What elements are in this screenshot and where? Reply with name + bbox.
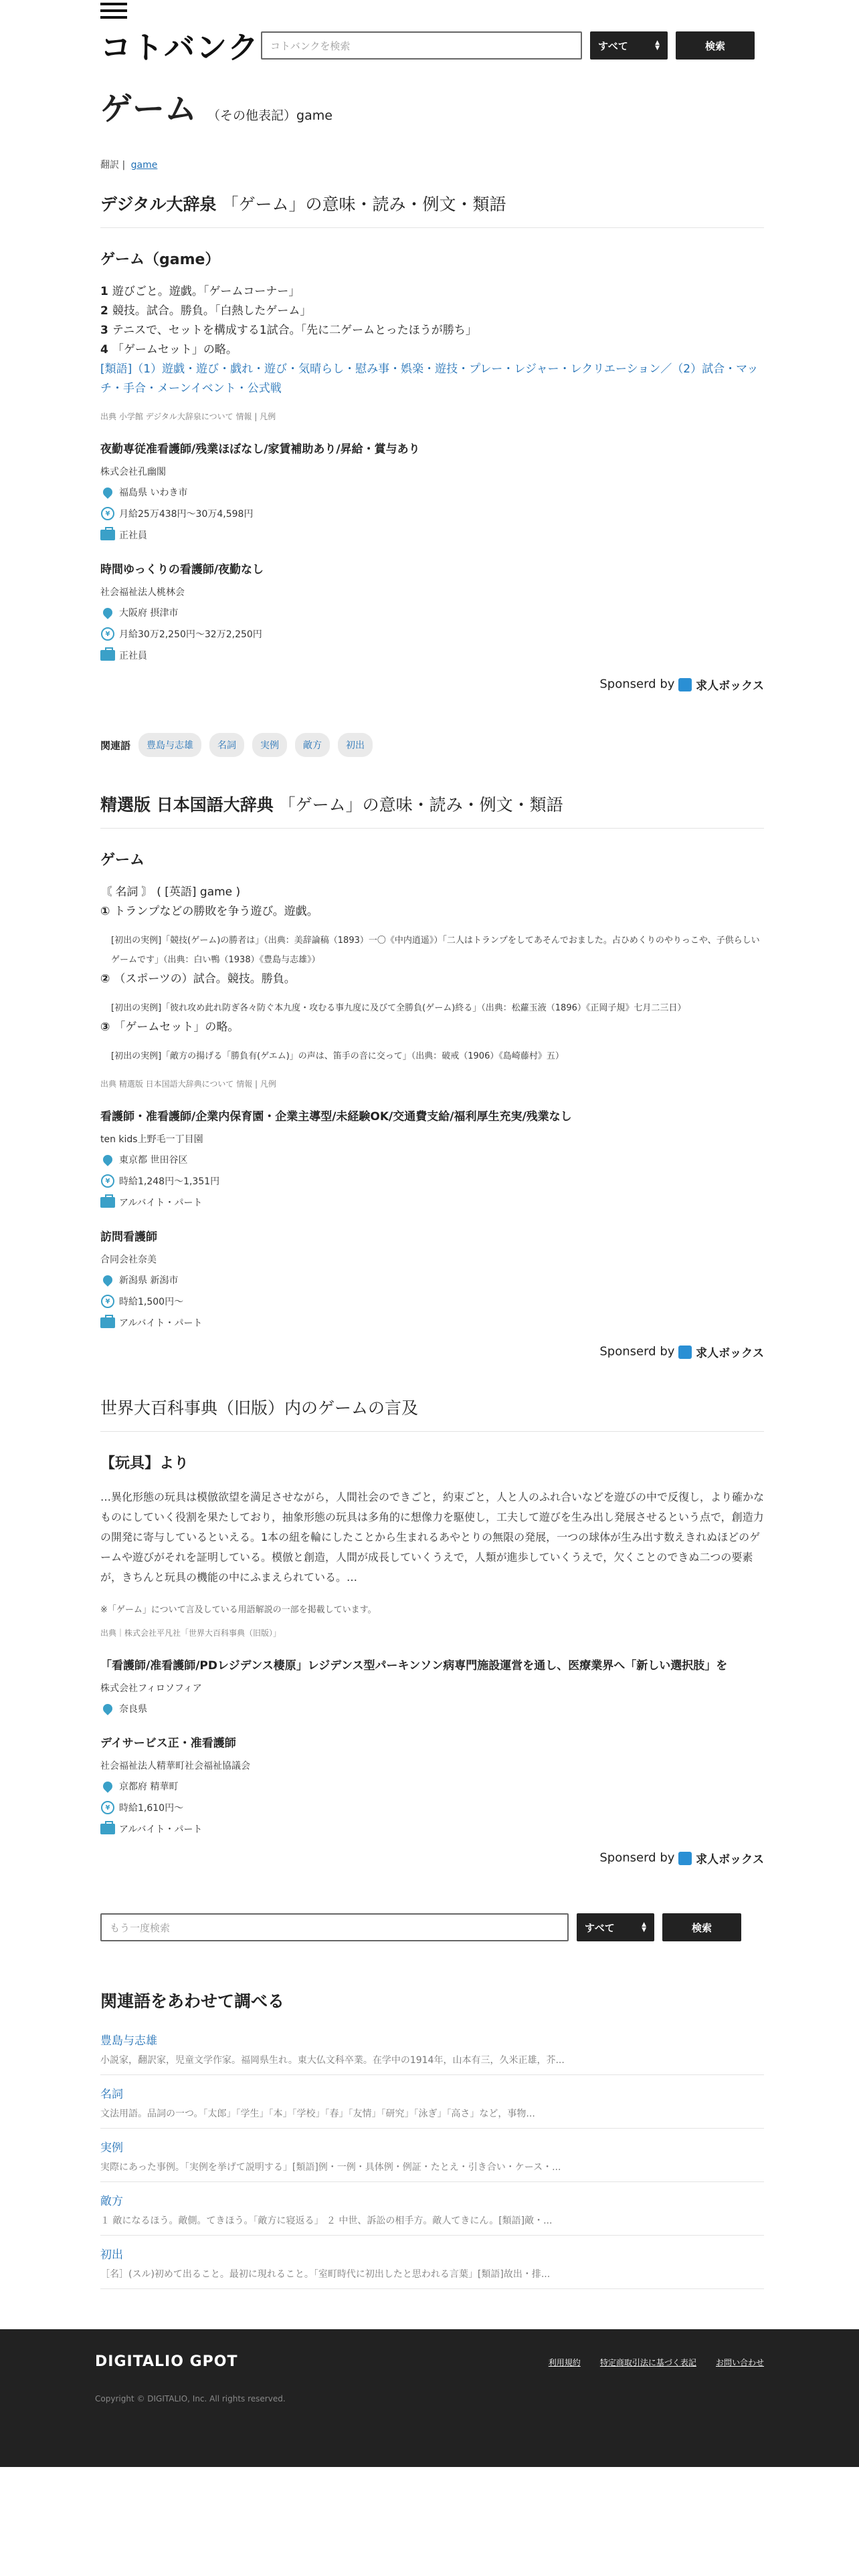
nikkoku-title	[100, 792, 764, 829]
select-arrows-icon: ▲ ▼	[642, 1921, 646, 1933]
job-title[interactable]: 看護師・准看護師/企業内保育園・企業主導型/未経験OK/交通費支給/福利厚生充実/残業なし	[100, 1110, 572, 1123]
job-place: 京都府 精華町	[119, 1782, 179, 1792]
job-type: アルバイト・パート	[119, 1824, 203, 1835]
sponsor-brand: 求人ボックス	[696, 1347, 764, 1360]
related-words	[100, 733, 764, 757]
job-type: アルバイト・パート	[119, 1198, 203, 1208]
location-pin-icon	[100, 1701, 115, 1716]
source-note: 出典｜株式会社平凡社「世界大百科事典（旧版）」	[100, 1628, 282, 1638]
location-pin-icon	[100, 1273, 115, 1287]
job-card[interactable]	[100, 1657, 764, 1716]
list-item[interactable]	[100, 2075, 764, 2129]
headword: ゲーム	[100, 90, 197, 128]
job-company: 合同会社奈美	[100, 1255, 157, 1265]
def-number: 1	[100, 285, 108, 298]
related-tag[interactable]: 名詞	[209, 733, 244, 757]
yen-coin-icon: ¥	[100, 1800, 115, 1815]
definition-item	[100, 321, 764, 340]
job-place: 大阪府 摂津市	[119, 608, 179, 619]
list-item[interactable]	[100, 2236, 764, 2289]
related-desc: 文法用語。品詞の一つ。「太郎」「学生」「本」「学校」「春」「友情」「研究」「泳ぎ」「高さ」など，事物...	[100, 2109, 535, 2119]
kyujinbox-logo-icon	[678, 1852, 692, 1865]
related-term[interactable]: 敵方	[100, 2195, 123, 2208]
kyujinbox-logo-icon	[678, 678, 692, 691]
job-company: ten kids上野毛一丁目園	[100, 1134, 203, 1145]
example-quote: [初出の実例]「競技(ゲーム)の勝者は」（出典：美辞論稿（1893）一〇《中内逍遥》）「二人はトランプをしてあそんでおました。占ひめくりのやりっこや、子供らしいゲームです」（出典：白い鴨（1938）《豊島与志雄》）	[111, 936, 760, 965]
location-pin-icon	[100, 1779, 115, 1794]
briefcase-icon	[100, 1822, 115, 1836]
location-pin-icon	[100, 485, 115, 500]
job-place: 福島県 いわき市	[119, 488, 188, 498]
def-text: テニスで、セットを構成する1試合。「先に二ゲームとったほうが勝ち」	[112, 324, 477, 337]
definition-item	[100, 282, 764, 302]
footer-links	[533, 2355, 764, 2368]
search-input-bottom[interactable]: もう一度検索	[100, 1913, 569, 1941]
def-number: 3	[100, 324, 108, 337]
related-desc: １ 敵になるほう。敵側。てきほう。「敵方に寝返る」 ２ 中世、訴訟の相手方。敵人てきにん。[類語]敵・...	[100, 2216, 553, 2226]
job-card[interactable]	[100, 561, 764, 663]
job-type: アルバイト・パート	[119, 1318, 203, 1329]
sponsor-label: Sponserd by	[599, 1850, 675, 1865]
def-number: ③	[100, 1021, 110, 1034]
bottom-search	[100, 1913, 764, 1941]
job-company: 株式会社フィロソフィア	[100, 1683, 202, 1694]
dict-title-rest: 「ゲーム」の意味・読み・例文・類語	[221, 195, 506, 214]
source-note: 出典 精選版 日本国語大辞典について 情報 | 凡例	[100, 1079, 276, 1089]
search-input[interactable]: コトバンクを検索	[261, 31, 582, 60]
definition-list	[100, 282, 764, 399]
job-list	[100, 441, 764, 663]
def-text: 競技。試合。勝負。「白熱したゲーム」	[112, 304, 312, 318]
copyright: Copyright © DIGITALIO, Inc. All rights reserved.	[95, 2394, 286, 2403]
definition-list	[100, 883, 764, 1066]
related-search-title: 関連語をあわせて調べる	[100, 1992, 285, 2011]
entry-heading: ゲーム	[100, 852, 145, 869]
definition-item	[100, 302, 764, 321]
menu-icon[interactable]	[100, 0, 764, 27]
job-card[interactable]	[100, 1228, 764, 1330]
job-title[interactable]: 夜勤専従准看護師/残業ほぼなし/家賃補助あり/昇給・賞与あり	[100, 443, 420, 456]
dict-title-rest: 「ゲーム」の意味・読み・例文・類語	[278, 795, 563, 815]
sponsor-label: Sponserd by	[599, 1344, 675, 1359]
page-title	[100, 64, 764, 148]
source-note: 出典 小学館 デジタル大辞泉について 情報 | 凡例	[100, 412, 276, 421]
job-list	[100, 1108, 764, 1330]
search-button[interactable]: 検索	[676, 31, 755, 60]
job-pay: 時給1,610円〜	[119, 1803, 184, 1814]
ruigo-links[interactable]: [類語]（1）遊戯・遊び・戯れ・遊び・気晴らし・慰み事・娯楽・遊技・プレー・レジャー・レクリエーション／（2）試合・マッチ・手合・メーンイベント・公式戦	[100, 362, 759, 395]
job-card[interactable]	[100, 1735, 764, 1836]
job-pay: 時給1,500円〜	[119, 1297, 184, 1307]
def-text: 「ゲームセット」の略。	[112, 343, 237, 356]
def-text: トランプなどの勝敗を争う遊び。遊戯。	[114, 905, 318, 918]
related-term[interactable]: 実例	[100, 2141, 123, 2155]
encyclopedia-excerpt: …異化形態の玩具は模倣欲望を満足させながら，人間社会のできごと，約束ごと，人と人のふれ合いなどを遊びの中で反復し，より確かなものにしていく役割を果たしており，抽象形態の玩具は多角的に想像力を駆使し，工夫して遊びを生み出し発展させるという点で，創造力の開発に寄与しているといえる。1本の紐を輪にしたことから生まれるあやとりの無限の発展，一つの球体が生み出す数えきれぬほどのゲームや遊びがそれを証明している。模倣と創造，人間が成長していくうえで，人類が進歩していくうえで，欠くことのできぬ二つの要素が，きちんと玩具の機能の中にふまえられている。…	[100, 1491, 765, 1584]
category-select[interactable]	[590, 31, 668, 60]
job-company: 社会福祉法人桃林会	[100, 587, 185, 598]
def-text: 遊びごと。遊戯。「ゲームコーナー」	[112, 285, 300, 298]
job-title[interactable]: 訪問看護師	[100, 1230, 157, 1244]
related-tag[interactable]: 豊島与志雄	[138, 733, 201, 757]
kyujinbox-logo-icon	[678, 1346, 692, 1359]
excerpt-note: ※「ゲーム」について言及している用語解説の一部を掲載しています。	[100, 1605, 377, 1615]
briefcase-icon	[100, 648, 115, 663]
related-tag[interactable]: 初出	[338, 733, 373, 757]
def-number: 2	[100, 304, 108, 318]
related-label: 関連語	[100, 739, 131, 752]
sponsor-credit[interactable]	[100, 676, 764, 693]
translation: 翻訳 | game	[100, 160, 158, 171]
job-title[interactable]: 「看護師/准看護師/PDレジデンス棲原」レジデンス型パーキンソン病専門施設運営を通し、医療業界へ「新しい選択肢」を	[100, 1659, 728, 1673]
def-number: ①	[100, 905, 110, 918]
select-arrows-icon: ▲ ▼	[655, 39, 660, 51]
entry-heading: ゲーム（game）	[100, 251, 220, 268]
sponsor-credit[interactable]	[100, 1344, 764, 1360]
list-item[interactable]	[100, 2182, 764, 2236]
related-term[interactable]: 豊島与志雄	[100, 2034, 157, 2048]
category-select-bottom[interactable]	[577, 1913, 654, 1941]
job-pay: 月給30万2,250円〜32万2,250円	[119, 629, 262, 640]
entry-heading[interactable]: 【玩具】より	[100, 1455, 189, 1472]
location-pin-icon	[100, 605, 115, 620]
definition-item	[100, 970, 764, 989]
job-title[interactable]: 時間ゆっくりの看護師/夜勤なし	[100, 563, 264, 576]
job-company: 株式会社孔幽閣	[100, 467, 166, 477]
category-select-label: すべて	[585, 1921, 615, 1934]
related-term[interactable]: 初出	[100, 2248, 123, 2262]
sponsor-label: Sponserd by	[599, 677, 675, 691]
footer-link-terms[interactable]: 利用規約	[548, 2358, 581, 2367]
category-select-label: すべて	[598, 39, 628, 52]
footer-logo[interactable]: DIGITALIO GPOT	[95, 2353, 238, 2370]
job-place: 新潟県 新潟市	[119, 1275, 179, 1286]
site-logo[interactable]: コトバンク	[100, 29, 260, 66]
related-tag[interactable]: 敵方	[295, 733, 330, 757]
related-desc: 実際にあった事例。「実例を挙げて説明する」[類語]例・一例・具体例・例証・たとえ・引き合い・ケース・...	[100, 2162, 561, 2173]
headword-aux: （その他表記）game	[207, 108, 332, 123]
example-quote: [初出の実例]「敵方の揚げる「勝負有(ゲエム)」の声は、笛手の音に交って」（出典：破戒（1906）《島崎藤村》五）	[111, 1051, 564, 1061]
def-text: （スポーツの）試合。競技。勝負。	[114, 972, 296, 986]
translation-label: 翻訳	[100, 160, 119, 171]
def-number: ②	[100, 972, 110, 986]
daijisen-title	[100, 191, 764, 228]
list-item[interactable]	[100, 2129, 764, 2182]
def-number: 4	[100, 343, 108, 356]
briefcase-icon	[100, 1315, 115, 1330]
briefcase-icon	[100, 1195, 115, 1210]
definition-item	[100, 902, 764, 922]
footer-link-contact[interactable]: お問い合わせ	[715, 2358, 764, 2367]
heibon-title: 世界大百科事典（旧版）内のゲームの言及	[100, 1395, 764, 1432]
list-item[interactable]	[100, 2022, 764, 2075]
example-quote: [初出の実例]「彼れ攻め此れ防ぎ各々防ぐ本九度・攻むる事九度に及びて全勝負(ゲーム)終る」（出典：松蘿玉液（1896）《正岡子規》七月二三日）	[111, 1003, 686, 1013]
related-tag[interactable]: 実例	[252, 733, 287, 757]
definition-item	[100, 1018, 764, 1037]
job-type: 正社員	[119, 651, 147, 661]
sponsor-credit[interactable]	[100, 1850, 764, 1866]
def-text: 「ゲームセット」の略。	[114, 1021, 240, 1034]
sponsor-brand: 求人ボックス	[696, 1853, 764, 1866]
related-search-list	[100, 2022, 764, 2289]
yen-coin-icon: ¥	[100, 506, 115, 521]
related-term[interactable]: 名詞	[100, 2088, 123, 2101]
definition-item	[100, 340, 764, 360]
yen-coin-icon: ¥	[100, 1174, 115, 1188]
briefcase-icon	[100, 528, 115, 542]
footer-link-legal[interactable]: 特定商取引法に基づく表記	[599, 2358, 696, 2367]
dict-name: デジタル大辞泉	[100, 195, 217, 214]
yen-coin-icon: ¥	[100, 1294, 115, 1309]
job-place: 奈良県	[119, 1704, 147, 1715]
job-card[interactable]	[100, 1108, 764, 1210]
job-type: 正社員	[119, 530, 147, 541]
header	[100, 27, 764, 64]
part-of-speech: 〘 名詞 〙 ( [英語] game )	[100, 885, 241, 899]
job-pay: 月給25万438円〜30万4,598円	[119, 509, 254, 520]
search-button-bottom[interactable]: 検索	[662, 1913, 741, 1941]
footer	[0, 2329, 859, 2467]
job-pay: 時給1,248円〜1,351円	[119, 1176, 220, 1187]
related-desc: 小説家，翻訳家，児童文学作家。福岡県生れ。東大仏文科卒業。在学中の1914年，山本有三，久米正雄，芥...	[100, 2055, 565, 2066]
translation-link[interactable]: game	[130, 160, 158, 171]
job-place: 東京都 世田谷区	[119, 1155, 188, 1166]
location-pin-icon	[100, 1152, 115, 1167]
dict-name: 精選版 日本国語大辞典	[100, 795, 274, 815]
job-company: 社会福祉法人精華町社会福祉協議会	[100, 1761, 250, 1772]
related-desc: ［名］(スル)初めて出ること。最初に現れること。「室町時代に初出したと思われる言葉」[類語]故出・排...	[100, 2269, 551, 2280]
job-card[interactable]	[100, 441, 764, 542]
sponsor-brand: 求人ボックス	[696, 679, 764, 693]
job-title[interactable]: デイサービス正・准看護師	[100, 1737, 236, 1750]
yen-coin-icon: ¥	[100, 627, 115, 641]
job-list	[100, 1657, 764, 1836]
